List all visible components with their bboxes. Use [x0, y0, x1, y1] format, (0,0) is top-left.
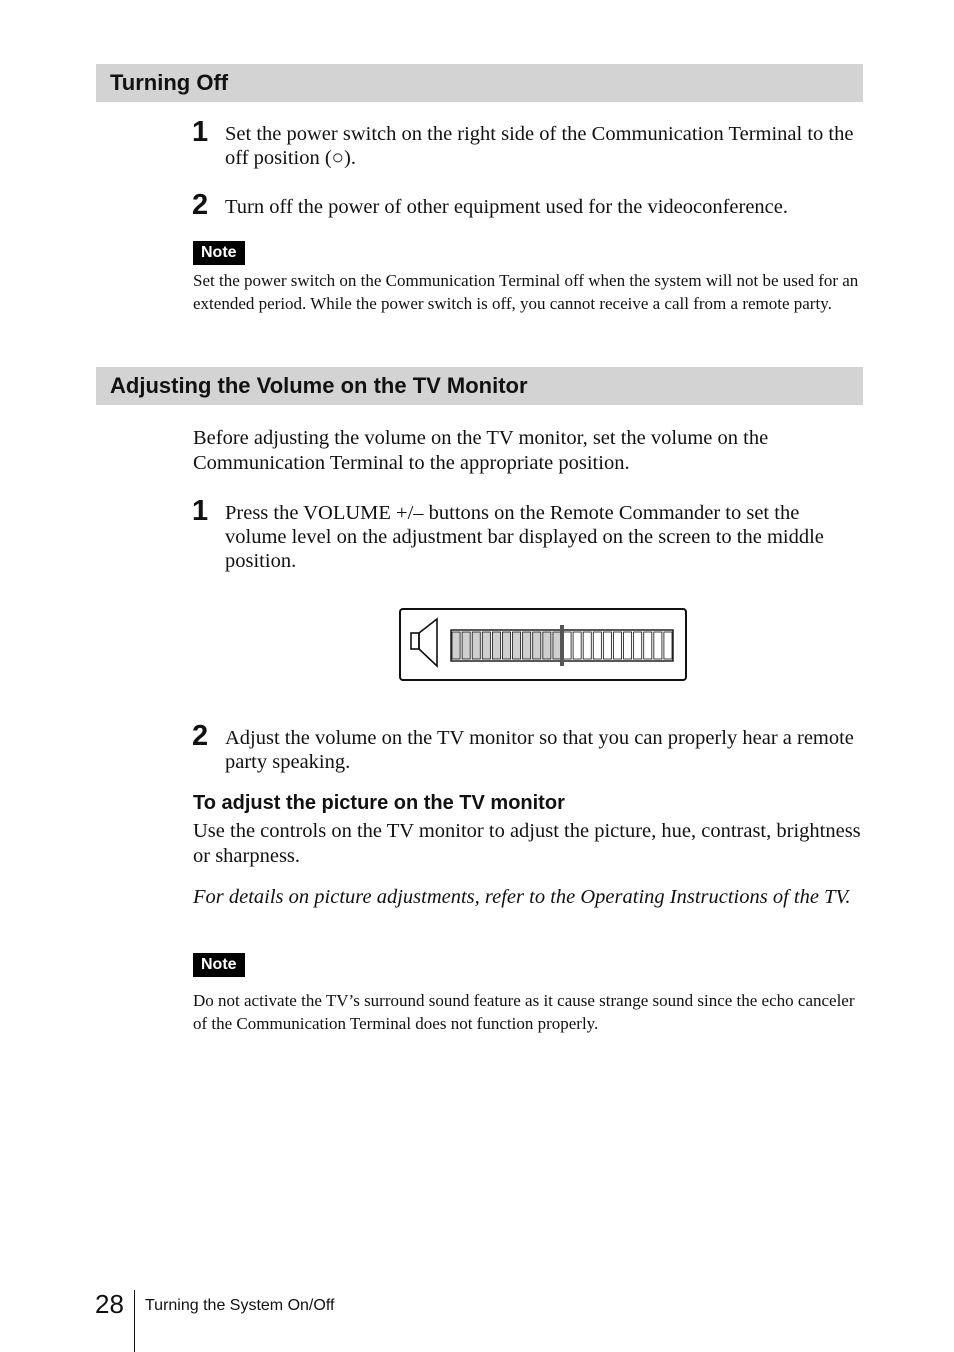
volume-segment-empty: [634, 632, 642, 659]
step-number: 2: [192, 189, 209, 221]
step-number: 1: [192, 116, 209, 148]
volume-segment-filled: [452, 632, 460, 659]
volume-bar-graphic: [401, 610, 685, 679]
volume-segment-empty: [593, 632, 601, 659]
step-number: 2: [192, 720, 209, 752]
volume-segment-filled: [553, 632, 561, 659]
step-text: Set the power switch on the right side of the Communication Terminal to the off position (○).: [225, 123, 854, 169]
step-text: Turn off the power of other equipment used for the videoconference.: [225, 196, 789, 218]
speaker-icon: [411, 619, 437, 666]
volume-level-marker: [560, 625, 564, 666]
footer-chapter-title: Turning the System On/Off: [145, 1297, 335, 1314]
step-number: 1: [192, 495, 209, 527]
volume-segment-empty: [583, 632, 591, 659]
volume-segment-filled: [462, 632, 470, 659]
volume-level-track: [451, 625, 673, 666]
step-text: Adjust the volume on the TV monitor so that you can properly hear a remote party speaking.: [225, 727, 854, 773]
volume-segment-filled: [472, 632, 480, 659]
volume-segment-empty: [603, 632, 611, 659]
volume-segment-filled: [543, 632, 551, 659]
volume-segment-filled: [492, 632, 500, 659]
volume-segment-filled: [502, 632, 510, 659]
details-paragraph: For details on picture adjustments, refer to the Operating Instructions of the TV.: [193, 886, 851, 908]
note-text: Do not activate the TV’s surround sound feature as it cause strange sound since the echo canceler of the Communication Terminal does not function properly.: [193, 991, 855, 1033]
volume-segment-filled: [513, 632, 521, 659]
volume-segment-empty: [563, 632, 571, 659]
volume-segment-empty: [613, 632, 621, 659]
volume-bar-illustration: [399, 608, 687, 681]
volume-segment-filled: [523, 632, 531, 659]
volume-segment-empty: [624, 632, 632, 659]
volume-segment-empty: [664, 632, 672, 659]
volume-segment-filled: [533, 632, 541, 659]
section-heading-volume: Adjusting the Volume on the TV Monitor: [96, 367, 863, 405]
volume-segment-filled: [482, 632, 490, 659]
intro-paragraph: Before adjusting the volume on the TV monitor, set the volume on the Communication Terminal to the appropriate position.: [193, 427, 769, 474]
volume-segment-empty: [573, 632, 581, 659]
page-number: 28: [95, 1289, 124, 1319]
note-badge: Note: [193, 241, 245, 265]
picture-paragraph: Use the controls on the TV monitor to adjust the picture, hue, contrast, brightness or sharpness.: [193, 820, 861, 867]
subheading: To adjust the picture on the TV monitor: [193, 792, 565, 814]
footer-divider: [134, 1290, 135, 1352]
volume-segment-empty: [654, 632, 662, 659]
volume-segment-empty: [644, 632, 652, 659]
note-text: Set the power switch on the Communication Terminal off when the system will not be used for an extended period. While the power switch is off, you cannot receive a call from a remote party.: [193, 271, 859, 313]
note-badge: Note: [193, 953, 245, 977]
section-heading-turning-off: Turning Off: [96, 64, 863, 102]
step-text: Press the VOLUME +/– buttons on the Remote Commander to set the volume level on the adjustment bar displayed on the screen to the middle position.: [225, 502, 824, 572]
